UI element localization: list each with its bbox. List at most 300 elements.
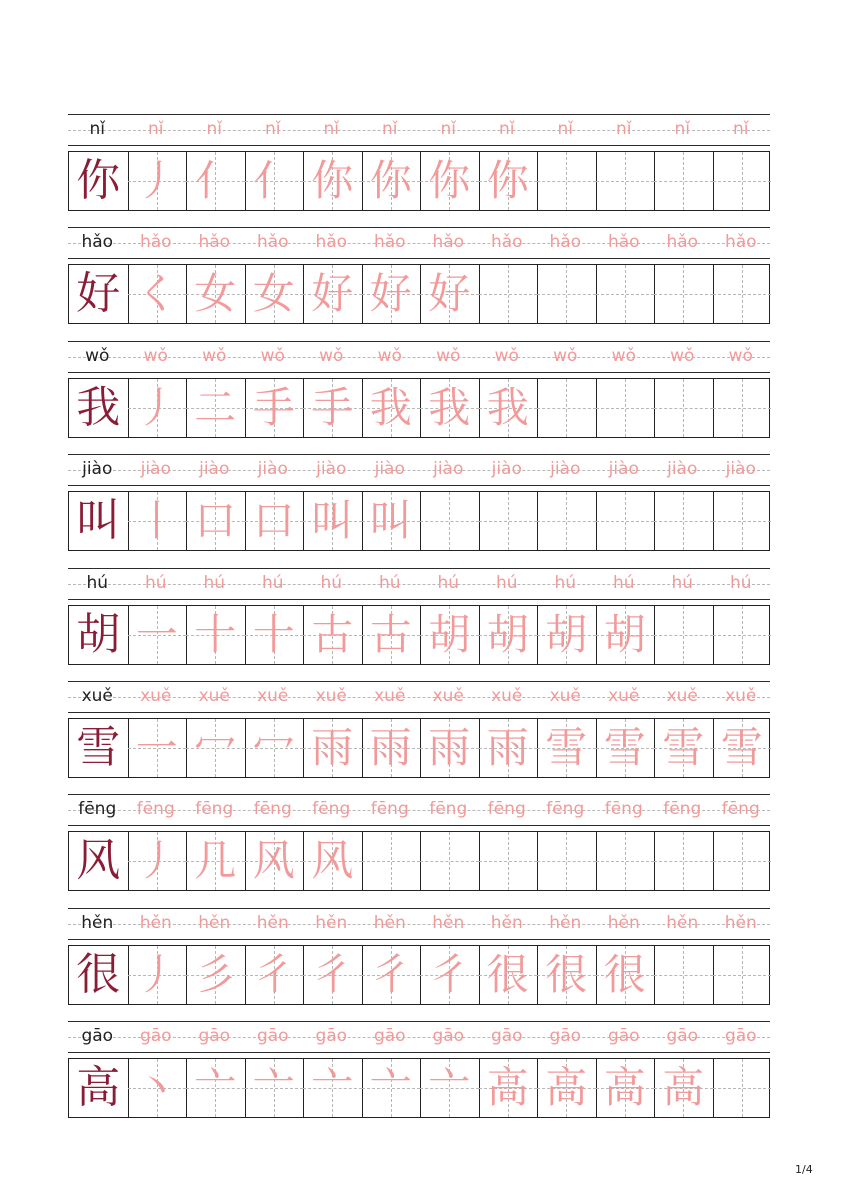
pinyin-trace: nǐ	[616, 119, 632, 139]
stroke-order-step: 亠	[311, 1063, 354, 1113]
stroke-order-step: 丶	[135, 1063, 178, 1113]
character-grid	[68, 491, 770, 551]
stroke-order-step: 彳	[311, 949, 354, 999]
pinyin-trace: hěn	[607, 912, 640, 933]
stroke-order-step: 你	[369, 156, 412, 205]
pinyin-model: fēng	[78, 799, 117, 820]
pinyin-trace: xuě	[666, 685, 698, 706]
practice-cell	[362, 719, 421, 777]
pinyin-model: gāo	[81, 1026, 114, 1047]
stroke-order-step: 一	[135, 722, 178, 772]
guide-horizontal	[713, 408, 772, 409]
guide-horizontal	[654, 408, 713, 409]
stroke-order-step: 二	[194, 382, 237, 432]
stroke-order-step: 女	[194, 269, 237, 319]
practice-cell	[654, 265, 713, 323]
guide-horizontal	[713, 294, 772, 295]
pinyin-trace: hěn	[139, 912, 172, 933]
practice-cell	[303, 832, 362, 890]
guide-horizontal	[654, 294, 713, 295]
pinyin-band	[68, 114, 770, 146]
stroke-order-step: く	[135, 269, 178, 319]
stroke-order-step: 很	[486, 949, 529, 999]
stroke-order-step: 高	[486, 1063, 529, 1113]
stroke-order-step: 口	[194, 496, 237, 546]
stroke-order-step: 高	[662, 1063, 705, 1113]
practice-cell	[479, 946, 538, 1004]
guide-horizontal	[537, 181, 596, 182]
pinyin-trace: wǒ	[728, 345, 753, 366]
stroke-order-step: 好	[369, 269, 412, 319]
guide-horizontal	[362, 861, 421, 862]
practice-cell	[362, 152, 421, 210]
practice-cell	[654, 379, 713, 437]
guide-horizontal	[479, 521, 538, 522]
pinyin-model: wǒ	[85, 345, 110, 366]
pinyin-trace: gāo	[666, 1026, 699, 1047]
model-character: 很	[76, 948, 121, 1000]
pinyin-band	[68, 681, 770, 713]
guide-horizontal	[479, 294, 538, 295]
guide-horizontal	[654, 975, 713, 976]
pinyin-trace: hěn	[666, 912, 699, 933]
pinyin-trace: hěn	[490, 912, 523, 933]
stroke-order-step: 雨	[486, 722, 529, 772]
practice-cell	[186, 946, 245, 1004]
pinyin-trace: jiào	[199, 459, 230, 480]
model-character: 雪	[76, 721, 121, 773]
model-character: 你	[76, 155, 121, 206]
stroke-order-step: 雪	[545, 722, 588, 772]
stroke-order-step: 冖	[252, 722, 295, 772]
practice-cell	[654, 832, 713, 890]
practice-cell	[245, 719, 304, 777]
practice-row	[68, 794, 770, 907]
model-cell	[69, 379, 128, 437]
practice-cell	[596, 265, 655, 323]
pinyin-trace: fēng	[253, 799, 292, 820]
pinyin-trace: fēng	[312, 799, 351, 820]
pinyin-trace: hěn	[432, 912, 465, 933]
pinyin-model: hú	[86, 572, 109, 593]
guide-horizontal	[537, 294, 596, 295]
pinyin-trace: wǒ	[377, 345, 402, 366]
stroke-order-step: 风	[311, 836, 354, 886]
pinyin-trace: xuě	[549, 685, 581, 706]
pinyin-trace: wǒ	[436, 345, 461, 366]
character-grid	[68, 605, 770, 665]
model-cell	[69, 1059, 128, 1117]
practice-cell	[186, 832, 245, 890]
model-cell	[69, 492, 128, 550]
pinyin-trace: nǐ	[148, 119, 164, 139]
pinyin-trace: gāo	[315, 1026, 348, 1047]
practice-cell	[713, 152, 772, 210]
page-number: 1/4	[795, 1163, 813, 1176]
pinyin-trace: xuě	[140, 685, 172, 706]
practice-cell	[713, 379, 772, 437]
pinyin-trace: fēng	[604, 799, 643, 820]
practice-cell	[128, 379, 187, 437]
stroke-order-step: 亠	[252, 1063, 295, 1113]
pinyin-band	[68, 454, 770, 486]
pinyin-trace: jiào	[725, 459, 756, 480]
stroke-order-step: 雪	[662, 722, 705, 772]
pinyin-trace: hǎo	[666, 232, 699, 253]
stroke-order-step: 丨	[135, 496, 178, 546]
practice-cell	[362, 265, 421, 323]
practice-cell	[479, 152, 538, 210]
guide-horizontal	[654, 861, 713, 862]
pinyin-trace: jiào	[608, 459, 639, 480]
pinyin-trace: jiào	[667, 459, 698, 480]
practice-cell	[537, 265, 596, 323]
pinyin-trace: nǐ	[499, 119, 515, 139]
guide-horizontal	[596, 408, 655, 409]
guide-horizontal	[654, 181, 713, 182]
character-grid	[68, 378, 770, 438]
stroke-order-step: 彳	[369, 949, 412, 999]
practice-cell	[128, 152, 187, 210]
stroke-order-step: 十	[194, 609, 237, 659]
stroke-order-step: 彳	[428, 949, 471, 999]
pinyin-trace: wǒ	[553, 345, 578, 366]
practice-cell	[713, 492, 772, 550]
stroke-order-step: 风	[252, 836, 295, 886]
pinyin-band	[68, 227, 770, 259]
practice-cell	[596, 1059, 655, 1117]
practice-cell	[420, 265, 479, 323]
practice-cell	[245, 832, 304, 890]
pinyin-trace: wǒ	[494, 345, 519, 366]
practice-cell	[128, 719, 187, 777]
pinyin-trace: nǐ	[382, 119, 398, 139]
practice-cell	[245, 492, 304, 550]
pinyin-trace: gāo	[139, 1026, 172, 1047]
guide-horizontal	[596, 294, 655, 295]
guide-horizontal	[654, 521, 713, 522]
character-grid	[68, 1058, 770, 1118]
practice-cell	[245, 152, 304, 210]
character-grid	[68, 264, 770, 324]
stroke-order-step: 亻	[252, 156, 295, 205]
pinyin-trace: hú	[144, 572, 167, 593]
pinyin-trace: wǒ	[319, 345, 344, 366]
practice-cell	[596, 832, 655, 890]
practice-cell	[245, 1059, 304, 1117]
stroke-order-step: 叫	[369, 496, 412, 546]
practice-cell	[303, 152, 362, 210]
pinyin-trace: hú	[729, 572, 752, 593]
practice-cell	[128, 606, 187, 664]
practice-cell	[479, 265, 538, 323]
pinyin-trace: hú	[612, 572, 635, 593]
practice-cell	[596, 606, 655, 664]
practice-cell	[420, 946, 479, 1004]
practice-cell	[479, 1059, 538, 1117]
stroke-order-step: 丿	[135, 949, 178, 999]
practice-cell	[537, 719, 596, 777]
practice-cell	[479, 379, 538, 437]
stroke-order-step: 我	[428, 382, 471, 432]
stroke-order-step: 我	[369, 382, 412, 432]
pinyin-trace: jiào	[140, 459, 171, 480]
practice-row	[68, 454, 770, 567]
pinyin-trace: fēng	[487, 799, 526, 820]
pinyin-trace: nǐ	[557, 119, 573, 139]
stroke-order-step: 雨	[428, 722, 471, 772]
model-character: 我	[76, 381, 121, 433]
guide-horizontal	[596, 861, 655, 862]
pinyin-trace: xuě	[491, 685, 523, 706]
practice-cell	[303, 1059, 362, 1117]
pinyin-band	[68, 908, 770, 940]
pinyin-trace: nǐ	[440, 119, 456, 139]
pinyin-trace: xuě	[198, 685, 230, 706]
pinyin-trace: xuě	[432, 685, 464, 706]
practice-cell	[537, 832, 596, 890]
practice-cell	[420, 606, 479, 664]
practice-cell	[420, 379, 479, 437]
pinyin-trace: hǎo	[724, 232, 757, 253]
stroke-order-step: 胡	[486, 609, 529, 659]
practice-row	[68, 908, 770, 1021]
practice-cell	[186, 152, 245, 210]
practice-cell	[186, 379, 245, 437]
practice-cell	[128, 832, 187, 890]
practice-cell	[654, 946, 713, 1004]
character-grid	[68, 718, 770, 778]
stroke-order-step: 雨	[311, 722, 354, 772]
model-cell	[69, 606, 128, 664]
stroke-order-step: 几	[194, 836, 237, 886]
practice-cell	[596, 946, 655, 1004]
practice-cell	[654, 492, 713, 550]
stroke-order-step: 冖	[194, 722, 237, 772]
stroke-order-step: 好	[311, 269, 354, 319]
practice-cell	[362, 379, 421, 437]
practice-row	[68, 1021, 770, 1134]
stroke-order-step: 很	[603, 949, 646, 999]
stroke-order-step: 一	[135, 609, 178, 659]
pinyin-trace: jiào	[257, 459, 288, 480]
pinyin-trace: hú	[495, 572, 518, 593]
practice-cell	[420, 152, 479, 210]
practice-cell	[654, 152, 713, 210]
practice-row	[68, 114, 770, 227]
practice-cell	[537, 492, 596, 550]
pinyin-trace: nǐ	[206, 119, 222, 139]
pinyin-trace: fēng	[429, 799, 468, 820]
pinyin-trace: hú	[437, 572, 460, 593]
practice-cell	[654, 719, 713, 777]
stroke-order-step: 你	[311, 156, 354, 205]
pinyin-trace: nǐ	[265, 119, 281, 139]
stroke-order-step: 胡	[428, 609, 471, 659]
pinyin-trace: nǐ	[323, 119, 339, 139]
practice-cell	[362, 492, 421, 550]
model-character: 胡	[76, 608, 121, 660]
stroke-order-step: 雨	[369, 722, 412, 772]
pinyin-trace: wǒ	[202, 345, 227, 366]
guide-horizontal	[713, 181, 772, 182]
pinyin-trace: xuě	[725, 685, 757, 706]
pinyin-trace: jiào	[433, 459, 464, 480]
model-character: 好	[76, 268, 121, 320]
stroke-order-step: 丿	[135, 382, 178, 432]
stroke-order-step: 丿	[135, 836, 178, 886]
stroke-order-step: 古	[311, 609, 354, 659]
character-grid	[68, 151, 770, 211]
stroke-order-step: 彳	[252, 949, 295, 999]
stroke-order-step: 我	[486, 382, 529, 432]
guide-horizontal	[654, 635, 713, 636]
pinyin-trace: gāo	[256, 1026, 289, 1047]
practice-sheet	[68, 114, 770, 1135]
practice-cell	[420, 1059, 479, 1117]
practice-cell	[303, 492, 362, 550]
pinyin-model: xuě	[81, 685, 113, 706]
model-cell	[69, 152, 128, 210]
guide-horizontal	[713, 635, 772, 636]
practice-row	[68, 341, 770, 454]
stroke-order-step: 亠	[194, 1063, 237, 1113]
pinyin-trace: hěn	[373, 912, 406, 933]
pinyin-trace: nǐ	[674, 119, 690, 139]
guide-horizontal	[537, 521, 596, 522]
pinyin-trace: hěn	[198, 912, 231, 933]
practice-cell	[128, 946, 187, 1004]
practice-cell	[362, 832, 421, 890]
stroke-order-step: 胡	[545, 609, 588, 659]
practice-cell	[245, 606, 304, 664]
pinyin-band	[68, 568, 770, 600]
practice-cell	[303, 606, 362, 664]
pinyin-trace: fēng	[546, 799, 585, 820]
pinyin-trace: hǎo	[256, 232, 289, 253]
stroke-order-step: 高	[603, 1063, 646, 1113]
practice-cell	[303, 379, 362, 437]
pinyin-trace: gāo	[432, 1026, 465, 1047]
practice-cell	[479, 492, 538, 550]
practice-cell	[479, 606, 538, 664]
practice-cell	[362, 1059, 421, 1117]
practice-cell	[303, 719, 362, 777]
guide-horizontal	[713, 521, 772, 522]
pinyin-trace: hú	[378, 572, 401, 593]
practice-cell	[186, 606, 245, 664]
practice-cell	[596, 719, 655, 777]
practice-cell	[654, 606, 713, 664]
practice-cell	[596, 379, 655, 437]
pinyin-trace: hǎo	[432, 232, 465, 253]
practice-cell	[303, 265, 362, 323]
pinyin-trace: xuě	[374, 685, 406, 706]
practice-cell	[420, 719, 479, 777]
pinyin-trace: xuě	[257, 685, 289, 706]
pinyin-trace: hǎo	[139, 232, 172, 253]
pinyin-trace: fēng	[370, 799, 409, 820]
guide-horizontal	[537, 861, 596, 862]
practice-cell	[128, 492, 187, 550]
pinyin-band	[68, 341, 770, 373]
practice-cell	[713, 265, 772, 323]
pinyin-trace: hěn	[256, 912, 289, 933]
pinyin-trace: gāo	[724, 1026, 757, 1047]
practice-cell	[186, 492, 245, 550]
stroke-order-step: 胡	[603, 609, 646, 659]
stroke-order-step: 彡	[194, 949, 237, 999]
stroke-order-step: 亻	[194, 156, 237, 205]
stroke-order-step: 高	[545, 1063, 588, 1113]
guide-horizontal	[479, 861, 538, 862]
stroke-order-step: 丿	[135, 156, 178, 205]
pinyin-trace: hǎo	[490, 232, 523, 253]
pinyin-trace: xuě	[315, 685, 347, 706]
practice-cell	[537, 379, 596, 437]
pinyin-trace: jiào	[316, 459, 347, 480]
stroke-order-step: 雪	[603, 722, 646, 772]
pinyin-trace: gāo	[607, 1026, 640, 1047]
stroke-order-step: 你	[486, 156, 529, 205]
practice-row	[68, 568, 770, 681]
model-character: 叫	[76, 495, 121, 547]
pinyin-trace: hěn	[315, 912, 348, 933]
stroke-order-step: 你	[428, 156, 471, 205]
pinyin-model: hǎo	[81, 232, 114, 253]
pinyin-trace: hú	[320, 572, 343, 593]
practice-cell	[303, 946, 362, 1004]
stroke-order-step: 古	[369, 609, 412, 659]
practice-cell	[537, 606, 596, 664]
stroke-order-step: 很	[545, 949, 588, 999]
stroke-order-step: 好	[428, 269, 471, 319]
pinyin-trace: fēng	[721, 799, 760, 820]
guide-horizontal	[420, 861, 479, 862]
model-cell	[69, 832, 128, 890]
stroke-order-step: 口	[252, 496, 295, 546]
guide-horizontal	[596, 181, 655, 182]
pinyin-trace: fēng	[663, 799, 702, 820]
pinyin-trace: gāo	[373, 1026, 406, 1047]
pinyin-trace: jiào	[491, 459, 522, 480]
practice-cell	[654, 1059, 713, 1117]
model-cell	[69, 719, 128, 777]
stroke-order-step: 叫	[311, 496, 354, 546]
pinyin-trace: gāo	[198, 1026, 231, 1047]
pinyin-trace: hěn	[724, 912, 757, 933]
pinyin-model: hěn	[81, 912, 114, 933]
character-grid	[68, 945, 770, 1005]
pinyin-trace: jiào	[550, 459, 581, 480]
practice-cell	[245, 265, 304, 323]
pinyin-trace: jiào	[374, 459, 405, 480]
guide-horizontal	[713, 975, 772, 976]
model-character: 高	[76, 1062, 121, 1114]
pinyin-trace: xuě	[608, 685, 640, 706]
practice-cell	[245, 946, 304, 1004]
stroke-order-step: 手	[311, 382, 354, 432]
pinyin-trace: wǒ	[143, 345, 168, 366]
stroke-order-step: 雪	[720, 722, 763, 772]
practice-cell	[537, 946, 596, 1004]
pinyin-trace: wǒ	[670, 345, 695, 366]
pinyin-trace: hǎo	[373, 232, 406, 253]
practice-cell	[362, 606, 421, 664]
pinyin-trace: hǎo	[549, 232, 582, 253]
pinyin-model: nǐ	[89, 119, 105, 139]
pinyin-trace: gāo	[549, 1026, 582, 1047]
